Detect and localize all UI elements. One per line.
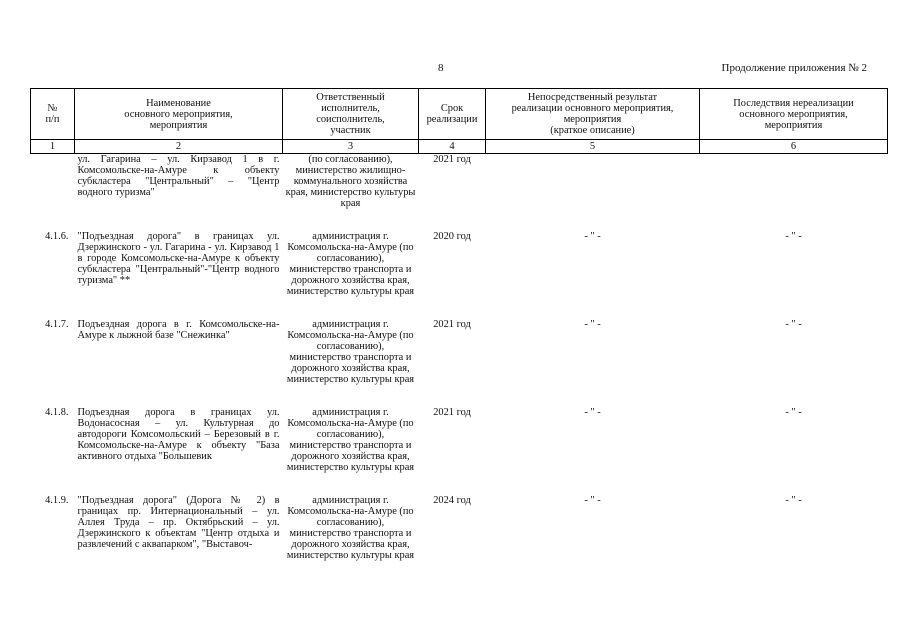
header-name: Наименование основного мероприятия, мероприятия bbox=[75, 89, 283, 140]
responsible-executor: администрация г. Комсомольска-на-Амуре (по согласованию), министерство транспорта и дорожного хозяйства края, министерство культуры края bbox=[286, 495, 415, 561]
direct-result: - " - bbox=[584, 495, 601, 506]
implementation-term: 2020 год bbox=[433, 231, 471, 242]
header-row bbox=[31, 89, 888, 140]
direct-result: - " - bbox=[584, 231, 601, 242]
non-implementation-consequence: - " - bbox=[785, 495, 802, 506]
implementation-term: 2021 год bbox=[433, 319, 471, 330]
measures-table bbox=[30, 88, 888, 561]
column-number: 3 bbox=[283, 140, 419, 154]
direct-result: - " - bbox=[584, 407, 601, 418]
table-row bbox=[31, 473, 888, 561]
row-number: 4.1.9. bbox=[45, 495, 69, 506]
implementation-term: 2024 год bbox=[433, 495, 471, 506]
column-number: 1 bbox=[31, 140, 75, 154]
responsible-executor: администрация г. Комсомольска-на-Амуре (по согласованию), министерство транспорта и дорожного хозяйства края, министерство культуры края bbox=[286, 231, 415, 297]
header-result: Непосредственный результат реализации основного мероприятия, мероприятия (краткое описание) bbox=[486, 89, 700, 140]
direct-result: - " - bbox=[584, 319, 601, 330]
responsible-executor: (по согласованию), министерство жилищно-коммунального хозяйства края, министерство культуры края bbox=[285, 154, 416, 209]
implementation-term: 2021 год bbox=[433, 407, 471, 418]
table-row bbox=[31, 209, 888, 297]
row-number bbox=[31, 154, 75, 210]
header-responsible: Ответственный исполнитель, соисполнитель, участник bbox=[283, 89, 419, 140]
non-implementation-consequence: - " - bbox=[785, 407, 802, 418]
measure-name: "Подъездная дорога" (Дорога № 2) в границах пр. Интернациональный – ул. Аллея Труда – пр. Октябрьский – ул. Дзержинского к объектам "Центр отдыха и развлечений с аквапарком", "Выставоч- bbox=[77, 495, 280, 550]
measure-name: Подъездная дорога в границах ул. Водонасосная – ул. Культурная до автодороги Комсомольский – Березовый в г. Комсомольске-на-Амуре к объекту "База активного отдыха "Большевик bbox=[77, 407, 280, 462]
column-number: 4 bbox=[419, 140, 486, 154]
responsible-executor: администрация г. Комсомольска-на-Амуре (по согласованию), министерство транспорта и дорожного хозяйства края, министерство культуры края bbox=[286, 319, 415, 385]
column-number: 6 bbox=[700, 140, 888, 154]
measure-name: Подъездная дорога в г. Комсомольске-на-Амуре к лыжной базе "Снежинка" bbox=[77, 319, 280, 341]
measure-name: ул. Гагарина – ул. Кирзавод 1 в г. Комсомольске-на-Амуре к объекту субкластера "Центральный" – "Центр водного туризма" bbox=[77, 154, 280, 198]
responsible-executor: администрация г. Комсомольска-на-Амуре (по согласованию), министерство транспорта и дорожного хозяйства края, министерство культуры края bbox=[286, 407, 415, 473]
header-consequence: Последствия нереализации основного мероприятия, мероприятия bbox=[700, 89, 888, 140]
row-number: 4.1.8. bbox=[45, 407, 69, 418]
non-implementation-consequence bbox=[700, 154, 888, 210]
table-row bbox=[31, 385, 888, 473]
column-number: 2 bbox=[75, 140, 283, 154]
header-term: Срок реализации bbox=[419, 89, 486, 140]
row-number: 4.1.7. bbox=[45, 319, 69, 330]
implementation-term: 2021 год bbox=[433, 154, 471, 165]
header-number: № п/п bbox=[31, 89, 75, 140]
direct-result bbox=[486, 154, 700, 210]
non-implementation-consequence: - " - bbox=[785, 319, 802, 330]
non-implementation-consequence: - " - bbox=[785, 231, 802, 242]
column-number: 5 bbox=[486, 140, 700, 154]
continuation-caption: Продолжение приложения № 2 bbox=[721, 62, 867, 74]
row-number: 4.1.6. bbox=[45, 231, 69, 242]
table-row bbox=[31, 154, 888, 210]
page-number: 8 bbox=[438, 62, 444, 74]
measure-name: "Подъездная дорога" в границах ул. Дзержинского - ул. Гагарина - ул. Кирзавод 1 в городе Комсомольске-на-Амуре к объекту субкластера "Центральный"-"Центр водного туризма" ** bbox=[77, 231, 280, 286]
table-row bbox=[31, 297, 888, 385]
column-number-row bbox=[31, 140, 888, 154]
